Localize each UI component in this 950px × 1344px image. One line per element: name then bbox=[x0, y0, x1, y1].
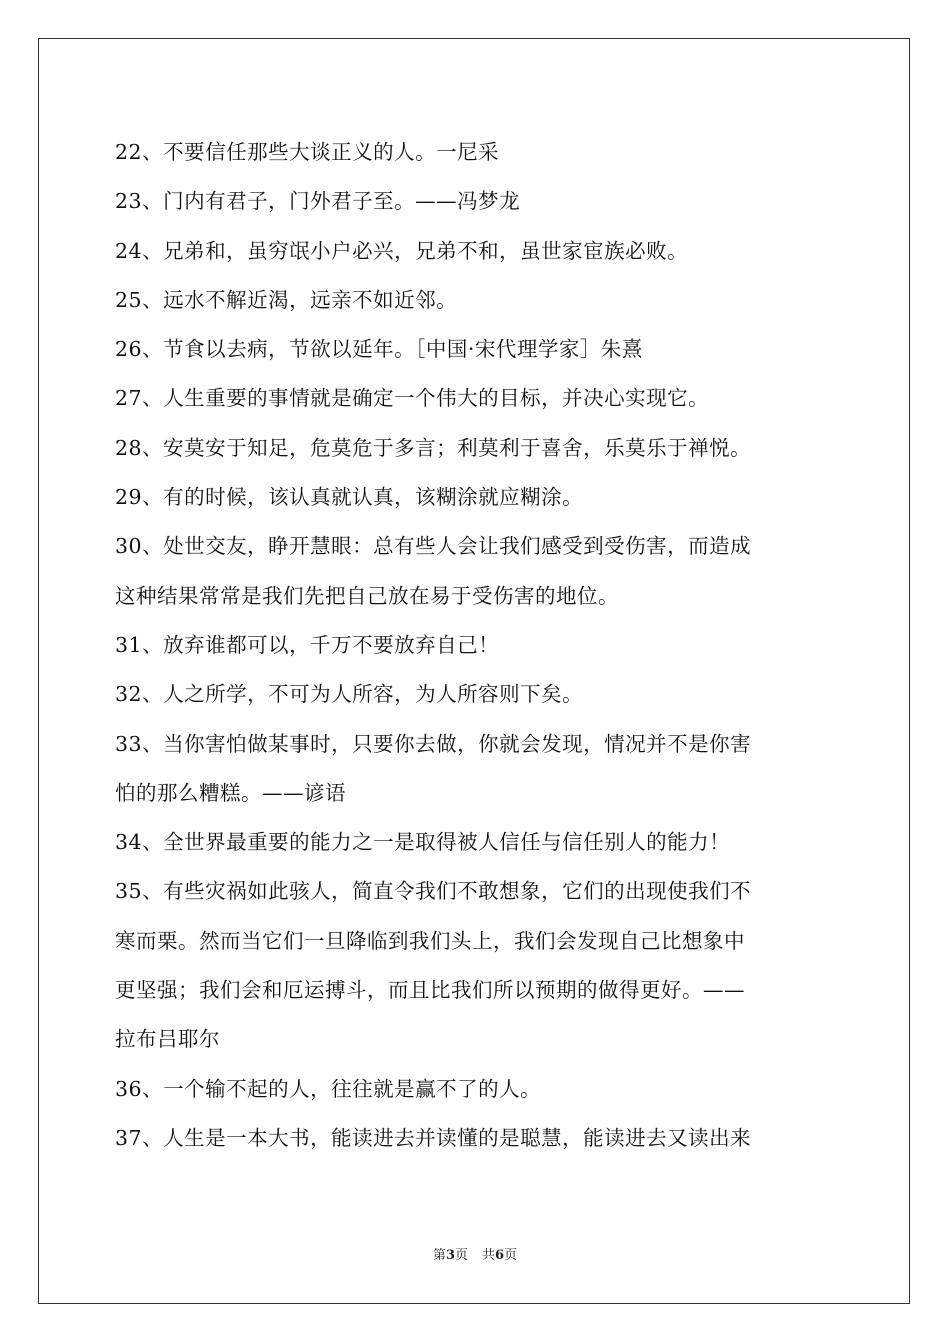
page-footer bbox=[0, 1247, 950, 1265]
text-line: 25、远水不解近渴，远亲不如近邻。 bbox=[115, 287, 458, 312]
total-suffix: 页 bbox=[504, 1248, 518, 1263]
text-line: 26、节食以去病，节欲以延年。［中国·宋代理学家］朱熹 bbox=[115, 337, 643, 362]
text-line: 24、兄弟和，虽穷氓小户必兴，兄弟不和，虽世家宦族必败。 bbox=[115, 238, 689, 263]
text-line: 35、有些灾祸如此骇人，简直令我们不敢想象，它们的出现使我们不 bbox=[115, 879, 752, 904]
text-line: 27、人生重要的事情就是确定一个伟大的目标，并决心实现它。 bbox=[115, 386, 710, 411]
text-line: 这种结果常常是我们先把自己放在易于受伤害的地位。 bbox=[115, 583, 619, 608]
text-line: 33、当你害怕做某事时，只要你去做，你就会发现，情况并不是你害 bbox=[115, 731, 752, 756]
page-number: 3 bbox=[445, 1248, 455, 1263]
text-line: 拉布吕耶尔 bbox=[115, 1027, 220, 1052]
text-line: 32、人之所学，不可为人所容，为人所容则下矣。 bbox=[115, 682, 584, 707]
text-line: 22、不要信任那些大谈正义的人。一尼采 bbox=[115, 140, 500, 164]
text-line: 怕的那么糟糕。——谚语 bbox=[115, 780, 346, 805]
page-prefix: 第 bbox=[432, 1248, 446, 1263]
document-body bbox=[115, 128, 835, 1163]
page-suffix: 页 bbox=[454, 1248, 468, 1263]
text-line: 28、安莫安于知足，危莫危于多言；利莫利于喜舍，乐莫乐于禅悦。 bbox=[115, 435, 752, 460]
text-line: 寒而栗。然而当它们一旦降临到我们头上，我们会发现自己比想象中 bbox=[115, 928, 745, 953]
text-line: 37、人生是一本大书，能读进去并读懂的是聪慧，能读进去又读出来 bbox=[115, 1125, 752, 1150]
text-line: 34、全世界最重要的能力之一是取得被人信任与信任别人的能力！ bbox=[115, 830, 731, 855]
text-line: 更坚强；我们会和厄运搏斗，而且比我们所以预期的做得更好。—— bbox=[115, 978, 745, 1003]
text-line: 29、有的时候，该认真就认真，该糊涂就应糊涂。 bbox=[115, 485, 584, 510]
text-line: 30、处世交友，睁开慧眼：总有些人会让我们感受到受伤害，而造成 bbox=[115, 534, 752, 559]
text-line: 31、放弃谁都可以，千万不要放弃自己！ bbox=[115, 632, 500, 657]
total-pages: 6 bbox=[495, 1248, 505, 1263]
text-line: 36、一个输不起的人，往往就是赢不了的人。 bbox=[115, 1076, 542, 1101]
total-prefix: 共 bbox=[482, 1248, 496, 1263]
text-line: 23、门内有君子，门外君子至。——冯梦龙 bbox=[115, 189, 521, 214]
